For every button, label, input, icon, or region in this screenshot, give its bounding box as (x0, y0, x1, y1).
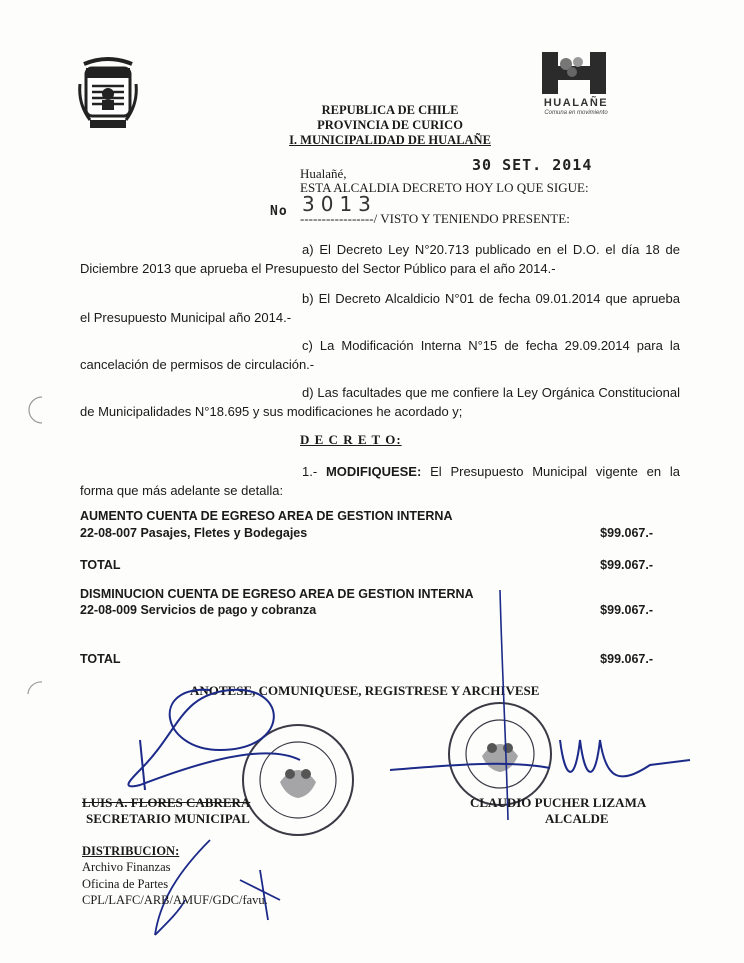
item-1-number: 1.- (302, 464, 318, 479)
visto-line: -----------------/ VISTO Y TENIENDO PRESENTE: (300, 211, 570, 226)
secretary-name: LUIS A. FLORES CABRERA (82, 795, 251, 810)
brand-tagline: Comuna en movimiento (544, 110, 608, 116)
secretary-title: SECRETARIO MUNICIPAL (86, 811, 250, 826)
date-place: Hualañé, (300, 166, 347, 181)
total-2-amount: $99.067.- (600, 652, 653, 666)
hualane-h-icon (542, 52, 606, 94)
distribution-line: Archivo Finanzas (82, 860, 171, 874)
decree-number-handwritten: 3013 (302, 192, 377, 216)
distribution-title: DISTRIBUCION: (82, 844, 180, 858)
item-1 (80, 462, 680, 500)
consideration-a: a) El Decreto Ley N°20.713 publicado en el D.O. el día 18 de Diciembre 2013 que aprueba el Presupuesto del Sector Público para el año 2014.- (80, 242, 680, 276)
date-stamp: 30 SET. 2014 (472, 156, 593, 174)
item-1-text: El Presupuesto Municipal vigente en la forma que más adelante se detalla: (80, 464, 680, 498)
brand-name: HUALAÑE (543, 97, 609, 109)
municipal-seal-logo (76, 56, 140, 132)
total-2-label: TOTAL (80, 652, 121, 666)
decrease-title: DISMINUCION CUENTA DE EGRESO AREA DE GESTION INTERNA (80, 587, 474, 601)
consideration-b: b) El Decreto Alcaldicio N°01 de fecha 09.01.2014 que aprueba el Presupuesto Municipal año 2014.- (80, 291, 680, 325)
mayor-name: CLAUDIO PUCHER LIZAMA (470, 795, 647, 810)
consideration-c: c) La Modificación Interna N°15 de fecha 29.09.2014 para la cancelación de permisos de circulación.- (80, 338, 680, 372)
decrease-amount: $99.067.- (600, 603, 653, 617)
decrease-item: 22-08-009 Servicios de pago y cobranza (80, 603, 317, 617)
decree-number-prefix: No (270, 204, 288, 219)
total-1-label: TOTAL (80, 558, 121, 572)
increase-item: 22-08-007 Pasajes, Fletes y Bodegajes (80, 526, 308, 540)
distribution-line: CPL/LAFC/ARB/AMUF/GDC/favu. (82, 893, 268, 907)
header-municipality: I. MUNICIPALIDAD DE HUALAÑE (289, 133, 491, 147)
increase-title: AUMENTO CUENTA DE EGRESO AREA DE GESTION INTERNA (80, 509, 453, 523)
increase-amount: $99.067.- (600, 526, 653, 540)
item-1-keyword: MODIFIQUESE: (325, 464, 422, 479)
mayor-signature (390, 590, 690, 820)
header-country: REPUBLICA DE CHILE (321, 103, 459, 117)
consideration-d: d) Las facultades que me confiere la Ley Orgánica Constitucional de Municipalidades N°18.695 y sus modificaciones he acordado y; (80, 385, 680, 419)
total-1-amount: $99.067.- (600, 558, 653, 572)
mayor-title: ALCALDE (545, 811, 609, 826)
punch-hole-bottom (20, 680, 50, 710)
intro-line: ESTA ALCALDIA DECRETO HOY LO QUE SIGUE: (300, 180, 589, 195)
distribution-line: Oficina de Partes (82, 877, 169, 891)
header-province: PROVINCIA DE CURICO (317, 118, 463, 132)
punch-hole-top (20, 395, 50, 425)
closing-line: ANOTESE, COMUNIQUESE, REGISTRESE Y ARCHIVESE (190, 683, 540, 698)
decreto-title: D E C R E T O: (300, 432, 402, 447)
hualane-brand-logo (536, 52, 616, 122)
secretary-signature (60, 680, 320, 800)
